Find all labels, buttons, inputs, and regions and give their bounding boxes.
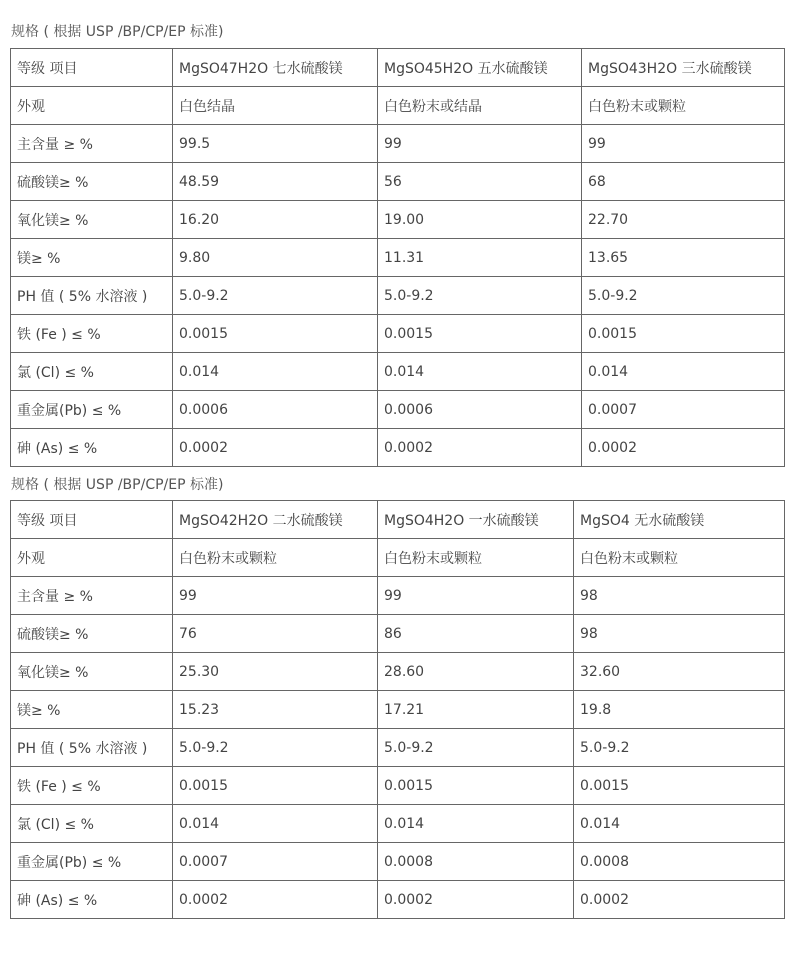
value-cell: 76 bbox=[173, 615, 378, 653]
value-cell: 0.014 bbox=[574, 805, 785, 843]
value-cell: 15.23 bbox=[173, 691, 378, 729]
value-cell: 25.30 bbox=[173, 653, 378, 691]
value-cell: 5.0-9.2 bbox=[173, 277, 378, 315]
table-row bbox=[11, 729, 785, 767]
table-row bbox=[11, 201, 785, 239]
spec-caption: 规格 ( 根据 USP /BP/CP/EP 标准) bbox=[11, 477, 224, 493]
value-cell: 0.014 bbox=[378, 805, 574, 843]
value-cell: 0.0008 bbox=[378, 843, 574, 881]
value-cell: 白色粉末或结晶 bbox=[378, 87, 582, 125]
value-cell: 0.014 bbox=[173, 353, 378, 391]
header-row bbox=[11, 501, 785, 539]
value-cell: 0.0006 bbox=[378, 391, 582, 429]
value-cell: 5.0-9.2 bbox=[173, 729, 378, 767]
table-row bbox=[11, 539, 785, 577]
grade-header-cell: MgSO43H2O 三水硫酸镁 bbox=[582, 49, 785, 87]
value-cell: 22.70 bbox=[582, 201, 785, 239]
table-row bbox=[11, 843, 785, 881]
item-label-cell: 主含量 ≥ % bbox=[11, 577, 173, 615]
value-cell: 99.5 bbox=[173, 125, 378, 163]
value-cell: 白色粉末或颗粒 bbox=[582, 87, 785, 125]
value-cell: 28.60 bbox=[378, 653, 574, 691]
item-label-cell: 砷 (As) ≤ % bbox=[11, 881, 173, 919]
value-cell: 32.60 bbox=[574, 653, 785, 691]
item-label-cell: 铁 (Fe ) ≤ % bbox=[11, 315, 173, 353]
item-label-cell: 硫酸镁≥ % bbox=[11, 163, 173, 201]
grade-header-cell: MgSO4H2O 一水硫酸镁 bbox=[378, 501, 574, 539]
value-cell: 0.014 bbox=[378, 353, 582, 391]
value-cell: 0.0015 bbox=[582, 315, 785, 353]
value-cell: 0.0008 bbox=[574, 843, 785, 881]
item-label-cell: 镁≥ % bbox=[11, 691, 173, 729]
value-cell: 99 bbox=[378, 125, 582, 163]
value-cell: 0.0015 bbox=[378, 315, 582, 353]
value-cell: 0.0007 bbox=[582, 391, 785, 429]
grade-header-cell: MgSO42H2O 二水硫酸镁 bbox=[173, 501, 378, 539]
value-cell: 11.31 bbox=[378, 239, 582, 277]
value-cell: 0.0007 bbox=[173, 843, 378, 881]
value-cell: 0.014 bbox=[173, 805, 378, 843]
value-cell: 0.0015 bbox=[378, 767, 574, 805]
table-row bbox=[11, 163, 785, 201]
value-cell: 0.0015 bbox=[574, 767, 785, 805]
value-cell: 0.0015 bbox=[173, 767, 378, 805]
value-cell: 99 bbox=[378, 577, 574, 615]
value-cell: 48.59 bbox=[173, 163, 378, 201]
value-cell: 99 bbox=[582, 125, 785, 163]
table-row bbox=[11, 653, 785, 691]
table-row bbox=[11, 429, 785, 467]
table-row bbox=[11, 353, 785, 391]
item-label-cell: 氯 (Cl) ≤ % bbox=[11, 805, 173, 843]
value-cell: 19.8 bbox=[574, 691, 785, 729]
item-label-cell: 氯 (Cl) ≤ % bbox=[11, 353, 173, 391]
item-label-cell: PH 值 ( 5% 水溶液 ) bbox=[11, 277, 173, 315]
grade-item-header-cell: 等级 项目 bbox=[11, 49, 173, 87]
value-cell: 16.20 bbox=[173, 201, 378, 239]
table-row bbox=[11, 691, 785, 729]
value-cell: 0.0006 bbox=[173, 391, 378, 429]
grade-header-cell: MgSO4 无水硫酸镁 bbox=[574, 501, 785, 539]
item-label-cell: 重金属(Pb) ≤ % bbox=[11, 391, 173, 429]
value-cell: 白色粉末或颗粒 bbox=[173, 539, 378, 577]
table-row bbox=[11, 125, 785, 163]
item-label-cell: 氧化镁≥ % bbox=[11, 201, 173, 239]
value-cell: 0.014 bbox=[582, 353, 785, 391]
table-row bbox=[11, 615, 785, 653]
value-cell: 5.0-9.2 bbox=[574, 729, 785, 767]
header-row bbox=[11, 49, 785, 87]
item-label-cell: 氧化镁≥ % bbox=[11, 653, 173, 691]
grade-header-cell: MgSO45H2O 五水硫酸镁 bbox=[378, 49, 582, 87]
item-label-cell: 铁 (Fe ) ≤ % bbox=[11, 767, 173, 805]
value-cell: 0.0002 bbox=[173, 429, 378, 467]
value-cell: 0.0002 bbox=[378, 429, 582, 467]
value-cell: 98 bbox=[574, 577, 785, 615]
value-cell: 0.0015 bbox=[173, 315, 378, 353]
value-cell: 0.0002 bbox=[574, 881, 785, 919]
value-cell: 白色结晶 bbox=[173, 87, 378, 125]
value-cell: 白色粉末或颗粒 bbox=[574, 539, 785, 577]
table-row bbox=[11, 391, 785, 429]
spec-table-hydrates-2-1-0 bbox=[10, 500, 785, 919]
table-row bbox=[11, 805, 785, 843]
item-label-cell: 砷 (As) ≤ % bbox=[11, 429, 173, 467]
value-cell: 99 bbox=[173, 577, 378, 615]
item-label-cell: 镁≥ % bbox=[11, 239, 173, 277]
value-cell: 68 bbox=[582, 163, 785, 201]
value-cell: 5.0-9.2 bbox=[378, 277, 582, 315]
spec-caption: 规格 ( 根据 USP /BP/CP/EP 标准) bbox=[11, 24, 224, 40]
value-cell: 0.0002 bbox=[582, 429, 785, 467]
value-cell: 5.0-9.2 bbox=[582, 277, 785, 315]
table-row bbox=[11, 881, 785, 919]
value-cell: 98 bbox=[574, 615, 785, 653]
value-cell: 0.0002 bbox=[173, 881, 378, 919]
value-cell: 13.65 bbox=[582, 239, 785, 277]
value-cell: 17.21 bbox=[378, 691, 574, 729]
item-label-cell: 外观 bbox=[11, 87, 173, 125]
value-cell: 19.00 bbox=[378, 201, 582, 239]
value-cell: 0.0002 bbox=[378, 881, 574, 919]
value-cell: 白色粉末或颗粒 bbox=[378, 539, 574, 577]
table-row bbox=[11, 87, 785, 125]
table-row bbox=[11, 767, 785, 805]
table-row bbox=[11, 315, 785, 353]
grade-item-header-cell: 等级 项目 bbox=[11, 501, 173, 539]
table-row bbox=[11, 577, 785, 615]
value-cell: 5.0-9.2 bbox=[378, 729, 574, 767]
grade-header-cell: MgSO47H2O 七水硫酸镁 bbox=[173, 49, 378, 87]
value-cell: 9.80 bbox=[173, 239, 378, 277]
value-cell: 56 bbox=[378, 163, 582, 201]
table-row bbox=[11, 239, 785, 277]
value-cell: 86 bbox=[378, 615, 574, 653]
table-row bbox=[11, 277, 785, 315]
item-label-cell: 重金属(Pb) ≤ % bbox=[11, 843, 173, 881]
item-label-cell: 硫酸镁≥ % bbox=[11, 615, 173, 653]
item-label-cell: 主含量 ≥ % bbox=[11, 125, 173, 163]
item-label-cell: 外观 bbox=[11, 539, 173, 577]
spec-table-hydrates-7-5-3 bbox=[10, 48, 785, 467]
item-label-cell: PH 值 ( 5% 水溶液 ) bbox=[11, 729, 173, 767]
